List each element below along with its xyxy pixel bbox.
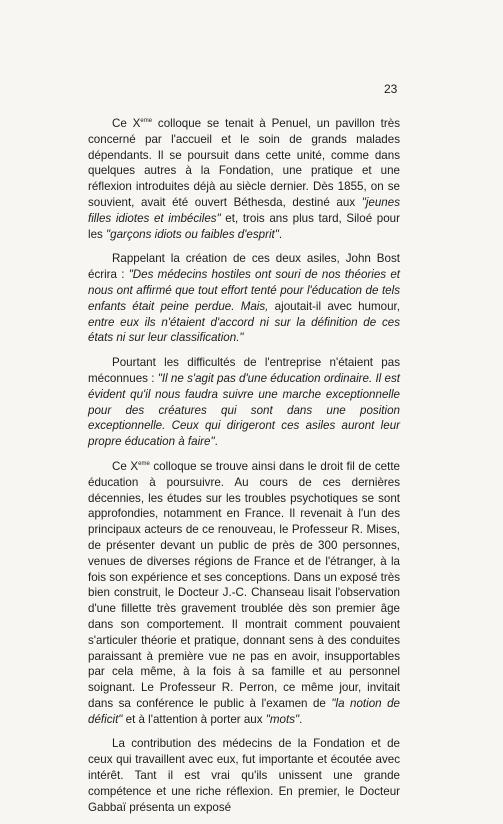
text-run: ajoutait-il avec humour,: [268, 299, 400, 313]
text-run: .: [214, 435, 218, 449]
text-run: et à l'attention à porter aux: [122, 712, 266, 726]
body-text: [88, 116, 400, 824]
text-run: Rappelant la création de ces deux asiles, John Bost écrira :: [88, 252, 400, 282]
quote-medecins: "Des médecins hostiles ont souri de nos théories et nous ont affirmé que tout effort tenté pour l'éducation de tels enfants était peine perdue. Mais,: [88, 268, 400, 313]
quote-siloe: "garçons idiots ou faibles d'esprit": [106, 227, 279, 241]
superscript: eme: [140, 118, 153, 124]
text-run: Ce X: [112, 117, 141, 130]
text-run: colloque se trouve ainsi dans le droit fil de cette éducation à poursuivre. Au cours de ces dernières décennies, les études sur les troubles psychotiques se sont approfondies, notamment en France. Il revenait à l'un des principaux acteurs de ce renouveau, le Professeur R. Mises, de présenter devant un public de près de 300 personnes, venues de diverses régions de France et de l'étranger, à la fois son expérience et ses conceptions. Dans un exposé très bien construit, le Docteur J.-C. Chanseau lisait l'observation d'une fillette très gravement troublée dès son premier âge dans son comportement. Il montrait comment pouvaient s'articuler théorie et pratique, donnant sens à des conduites paraissant à première vue ne pas en avoir, insupportables par cela même, à la fois à sa famille et au personnel soignant. Le Professeur R. Perron, ce même jour, invitait dans sa conférence le public à l'examen de: [88, 459, 400, 710]
text-run: Ce X: [112, 459, 139, 473]
text-run: et, trois ans plus tard, Siloé pour les: [88, 211, 400, 241]
paragraph-droit-fil: [88, 459, 400, 728]
superscript: eme: [138, 460, 150, 467]
text-run: Pourtant les difficultés de l'entreprise n'étaient pas méconnues :: [88, 356, 400, 385]
text-run: La contribution des médecins de la Fondation et de ceux qui travaillent avec eux, fut importante et écoutée avec intérêt. Tant il est vrai qu'ils unissent une grande compétence et une riche réflexion. En premier, le Docteur Gabbaï présenta un exposé: [88, 737, 400, 814]
text-run: .: [278, 227, 283, 241]
quote-bethesda: "jeunes filles idiotes et imbéciles": [88, 195, 400, 225]
paragraph-john-bost: [88, 251, 400, 346]
page-number: 23: [384, 82, 398, 96]
quote-mots: "mots": [265, 712, 300, 726]
text-run: .: [299, 712, 303, 726]
quote-deficit: "la notion de déficit": [88, 696, 400, 726]
paragraph-contribution: [88, 736, 400, 815]
quote-classification: entre eux ils n'étaient d'accord ni sur la définition de ces états ni sur leur classification.": [88, 315, 400, 345]
paragraph-colloque-penuel: [88, 116, 400, 242]
paragraph-difficultes: [88, 355, 400, 450]
quote-education: "Il ne s'agit pas d'une éducation ordinaire. Il est évident qu'il nous faudra suivre une marche exceptionnelle pour des créatures qui sont dans une position exceptionnelle. Ceux qui dirigeront ces asiles auront leur propre éducation à faire": [88, 371, 400, 449]
text-run: colloque se tenait à Penuel, un pavillon très concerné par l'accueil et le soin de grands malades dépendants. Il se poursuit dans cette unité, comme dans quelques autres à la Fondation, une pratique et une réflexion introduites déjà au siècle dernier. Dès 1855, on se souvient, avait été ouvert Béthesda, destiné aux: [88, 117, 400, 209]
